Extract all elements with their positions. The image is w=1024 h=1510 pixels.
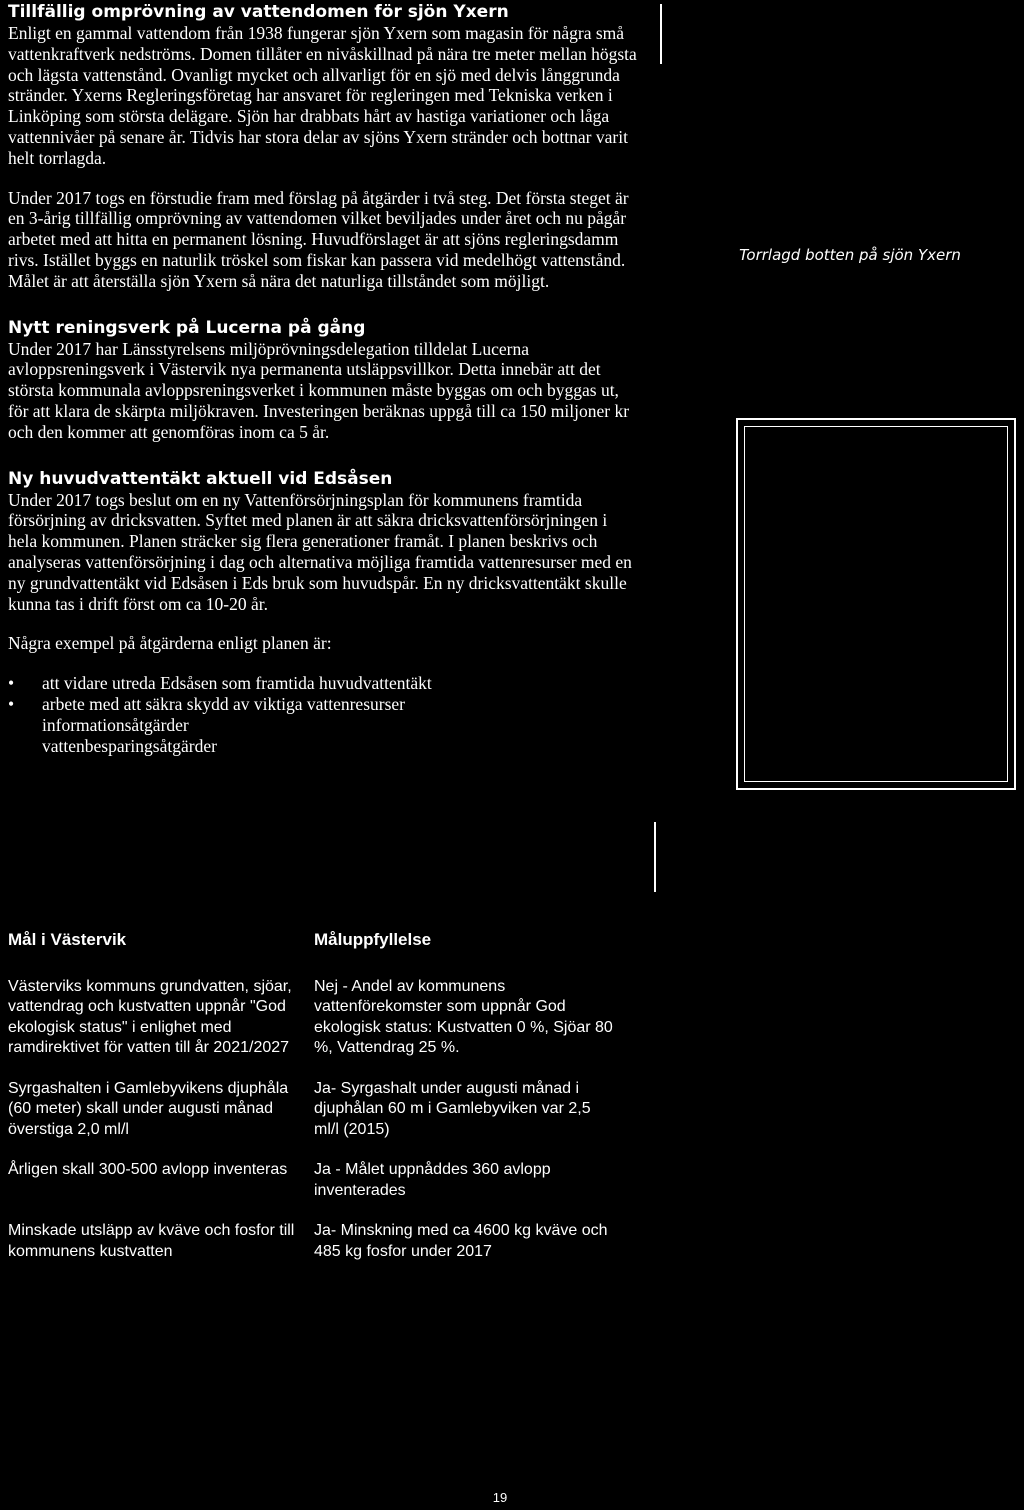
goals-header-left: Mål i Västervik	[8, 930, 127, 949]
measures-list	[8, 673, 640, 756]
image-caption: Torrlagd botten på sjön Yxern	[739, 246, 961, 264]
list-item: • arbete med att säkra skydd av viktiga vattenresurser	[8, 694, 640, 715]
paragraph-lucerna-1: Under 2017 har Länsstyrelsens miljöprövningsdelegation tilldelat Lucerna avloppsreningsverk i Västervik nya permanenta utsläppsvillkor. Detta innebär att det största kommunala avloppsreningsverket i kommunen måste byggas om och byggas ut, för att klara de skärpta miljökraven. Investeringen beräknas uppgå till ca 150 miljoner kr och den kommer att genomföras inom ca 5 år.	[8, 338, 630, 442]
table-row	[8, 1160, 668, 1201]
goals-table-header	[8, 930, 668, 951]
goal-result: Ja- Syrgashalt under augusti månad i djuphålan 60 m i Gamlebyviken var 2,5 ml/l (2015)	[314, 1079, 591, 1138]
paragraph-edsasen-2: Några exempel på åtgärderna enligt planen är:	[8, 633, 332, 654]
goal-text: Syrgashalten i Gamlebyvikens djuphåla (60 meter) skall under augusti månad överstiga 2,0 ml/l	[8, 1079, 289, 1138]
list-item: vattenbesparingsåtgärder	[42, 735, 217, 756]
photo-placeholder	[736, 418, 1016, 790]
goals-header-right: Måluppfyllelse	[314, 930, 432, 949]
main-text-column	[8, 2, 640, 756]
table-row	[8, 1079, 668, 1141]
section-heading-edsasen: Ny huvudvattentäkt aktuell vid Edsåsen	[8, 468, 393, 489]
table-row	[8, 1221, 668, 1262]
goal-result: Ja- Minskning med ca 4600 kg kväve och 485 kg fosfor under 2017	[314, 1222, 608, 1260]
page-number: 19	[492, 1490, 508, 1505]
paragraph-edsasen-1: Under 2017 togs beslut om en ny Vattenförsörjningsplan för kommunens framtida försörjning av dricksvatten. Syftet med planen är att säkra dricksvattenförsörjningen i hela kommunen. Planen sträcker sig flera generationer framåt. I planen beskrivs och analyseras vattenförsörjning i dag och alternativa möjliga framtida vattenresurser med en ny grundvattentäkt vid Edsåsen i Eds bruk som huvudspår. En ny dricksvattentäkt skulle kunna tas i drift först om ca 10-20 år.	[8, 489, 632, 614]
goal-result: Ja - Målet uppnåddes 360 avlopp inventerades	[314, 1161, 551, 1199]
list-item: • att vidare utreda Edsåsen som framtida huvudvattentäkt	[8, 673, 640, 694]
paragraph-yxern-2: Under 2017 togs en förstudie fram med förslag på åtgärder i två steg. Det första steget är en 3-årig tillfällig omprövning av vattendomen vilket beviljades under året och nu pågår arbetet med att hitta en permanent lösning. Huvudförslaget är att sjöns regleringsdamm rivs. Istället byggs en naturlik tröskel som fiskar kan passera vid medelhögt vattenstånd. Målet är att återställa sjön Yxern så nära det naturliga tillståndet som möjligt.	[8, 187, 629, 291]
paragraph-yxern-1: Enligt en gammal vattendom från 1938 fungerar sjön Yxern som magasin för några små vattenkraftverk nedströms. Domen tillåter en nivåskillnad på nära tre meter mellan högsta och lägsta vattenstånd. Ovanligt mycket och allvarligt för en sjö med delvis långgrunda stränder. Yxerns Regleringsföretag har ansvaret för regleringen med Tekniska verken i Linköping som största delägare. Sjön har drabbats hårt av hastiga variationer och låga vattennivåer på senare år. Tidvis har stora delar av sjöns Yxern stränder och bottnar varit helt torrlagda.	[8, 23, 637, 168]
goal-text: Minskade utsläpp av kväve och fosfor till kommunens kustvatten	[8, 1222, 295, 1260]
goal-text: Västerviks kommuns grundvatten, sjöar, vattendrag och kustvatten uppnår "God ekologisk status" i enlighet med ramdirektivet för vatten till år 2021/2027	[8, 977, 292, 1056]
goal-text: Årligen skall 300-500 avlopp inventeras	[8, 1161, 288, 1178]
divider-line	[654, 822, 656, 892]
goal-result: Nej - Andel av kommunens vattenförekomster som uppnår God ekologisk status: Kustvatten 0 %, Sjöar 80 %, Vattendrag 25 %.	[314, 977, 613, 1056]
divider-line	[660, 4, 662, 64]
table-row	[8, 977, 668, 1059]
section-heading-yxern: Tillfällig omprövning av vattendomen för sjön Yxern	[8, 2, 509, 22]
section-heading-lucerna: Nytt reningsverk på Lucerna på gång	[8, 317, 366, 338]
list-item: informationsåtgärder	[42, 714, 189, 735]
goals-table	[8, 930, 668, 1282]
